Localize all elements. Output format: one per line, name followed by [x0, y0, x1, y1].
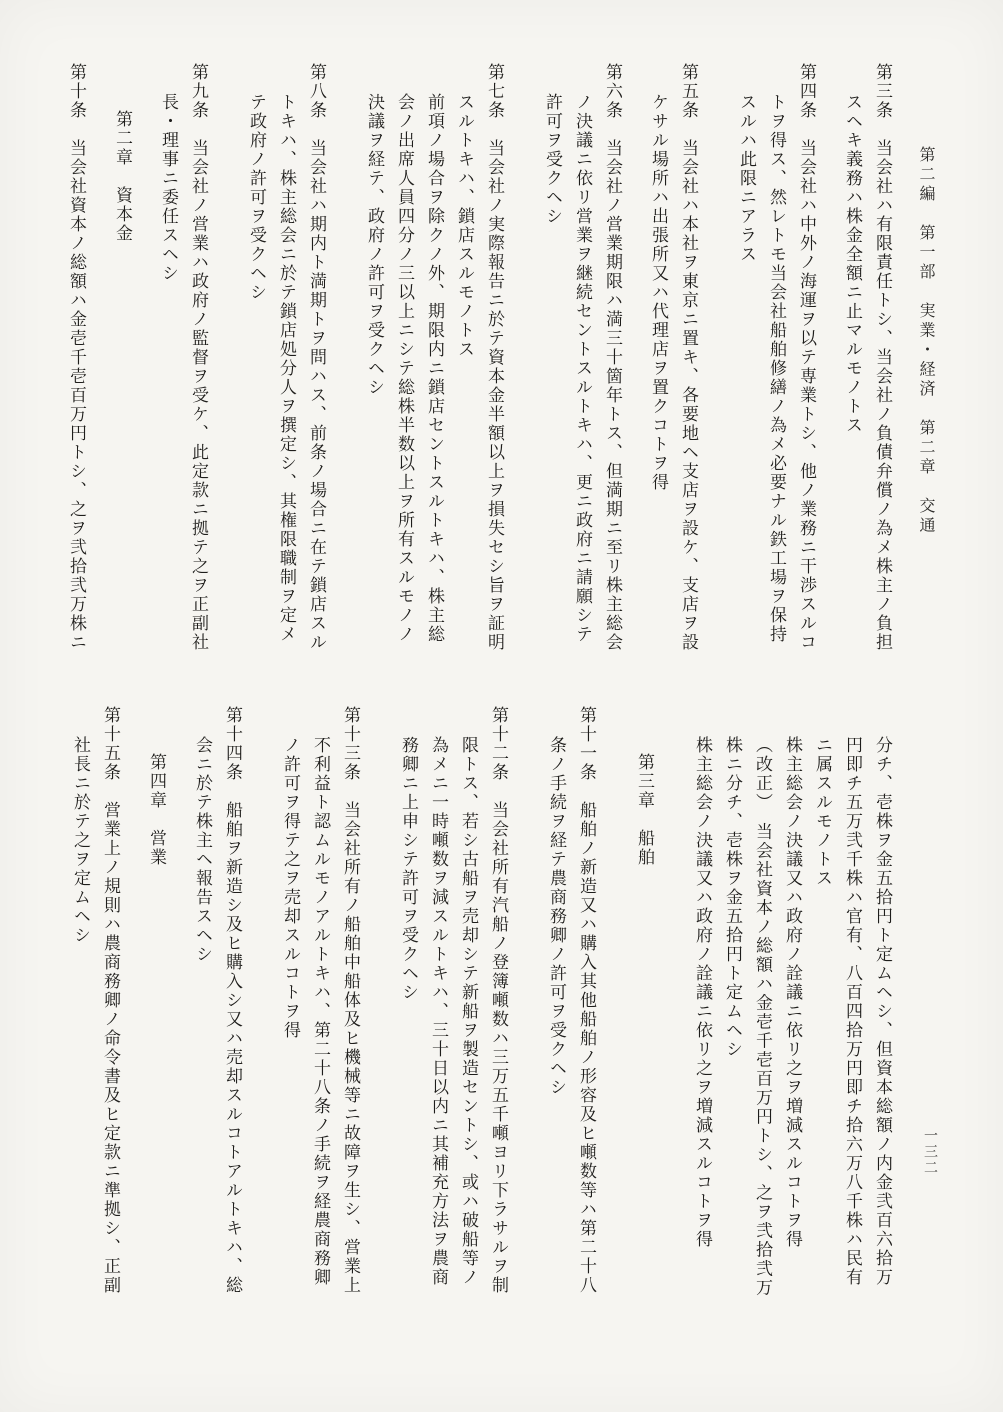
text-column: 第十五条 営業上ノ規則ハ農商務卿ノ命令書及ヒ定款ニ準拠シ、正副: [101, 706, 120, 1295]
text-column: ニ属スルモノトス: [813, 736, 832, 888]
text-column: テ政府ノ許可ヲ受クヘシ: [247, 93, 266, 302]
text-column: スルハ此限ニアラス: [737, 93, 756, 264]
text-column: 第十条 当会社資本ノ総額ハ金壱千壱百万円トシ、之ヲ弐拾弐万株ニ: [67, 63, 86, 652]
text-column: 円即チ五万弐千株ハ官有、八百四拾万円即チ拾六万八千株ハ民有: [843, 736, 862, 1287]
text-column: 第八条 当会社ハ期内ト満期トヲ問ハス、前条ノ場合ニ在テ鎖店スル: [307, 63, 326, 652]
text-column: 分チ、壱株ヲ金五拾円ト定ムヘシ、但資本総額ノ内金弐百六拾万: [873, 736, 892, 1287]
running-head: 第二編 第一部 実業・経済 第二章 交通: [917, 146, 934, 536]
text-column: 第四条 当会社ハ中外ノ海運ヲ以テ専業トシ、他ノ業務ニ干渉スルコ: [797, 63, 816, 652]
upper-text-block: [66, 63, 892, 728]
text-column: 不利益ト認ムルモノアルトキハ、第二十八条ノ手続ヲ経農商務卿: [311, 736, 330, 1287]
text-column: トキハ、株主総会ニ於テ鎖店処分人ヲ撰定シ、其権限職制ヲ定メ: [277, 93, 296, 644]
text-column: 第二章 資本金: [113, 110, 132, 243]
text-column: 第四章 営業: [147, 753, 166, 867]
text-column: 第六条 当会社ノ営業期限ハ満三十箇年トス、但満期ニ至リ株主総会: [603, 63, 622, 652]
text-column: 決議ヲ経テ、政府ノ許可ヲ受クヘシ: [365, 93, 384, 397]
text-column: 第五条 当会社ハ本社ヲ東京ニ置キ、各要地ヘ支店ヲ設ケ、支店ヲ設: [679, 63, 698, 652]
text-column: 第十二条 当会社所有汽船ノ登簿噸数ハ三万五千噸ヨリ下ラサルヲ制: [489, 706, 508, 1295]
text-column: 第十四条 船舶ヲ新造シ及ヒ購入シ又ハ売却スルコトアルトキハ、総: [223, 706, 242, 1295]
text-column: 条ノ手続ヲ経テ農商務卿ノ許可ヲ受クヘシ: [547, 736, 566, 1097]
text-column: ケサル場所ハ出張所又ハ代理店ヲ置クコトヲ得: [649, 93, 668, 492]
text-column: 株ニ分チ、壱株ヲ金五拾円ト定ムヘシ: [723, 736, 742, 1059]
text-column: 第三条 当会社ハ有限責任トシ、当会社ノ負債弁償ノ為メ株主ノ負担: [873, 63, 892, 652]
text-column: ノ許可ヲ得テ之ヲ売却スルコトヲ得: [281, 736, 300, 1040]
text-column: 株主総会ノ決議又ハ政府ノ詮議ニ依リ之ヲ増減スルコトヲ得: [693, 736, 712, 1249]
text-column: 限トス、若シ古船ヲ売却シテ新船ヲ製造セントシ、或ハ破船等ノ: [459, 736, 478, 1287]
text-column: 許可ヲ受クヘシ: [543, 93, 562, 226]
text-column: 第三章 船舶: [635, 753, 654, 867]
text-column: 第七条 当会社ノ実際報告ニ於テ資本金半額以上ヲ損失セシ旨ヲ証明: [485, 63, 504, 652]
text-column: 第九条 当会社ノ営業ハ政府ノ監督ヲ受ケ、此定款ニ拠テ之ヲ正副社: [189, 63, 208, 652]
text-column: 株主総会ノ決議又ハ政府ノ詮議ニ依リ之ヲ増減スルコトヲ得: [783, 736, 802, 1249]
text-column: 社長ニ於テ之ヲ定ムヘシ: [71, 736, 90, 945]
text-column: 務卿ニ上申シテ許可ヲ受クヘシ: [399, 736, 418, 1002]
text-column: スヘキ義務ハ株金全額ニ止マルモノトス: [843, 93, 862, 435]
page-number: 一三二: [922, 1128, 937, 1176]
text-column: 第十一条 船舶ノ新造又ハ購入其他船舶ノ形容及ヒ噸数等ハ第二十八: [577, 706, 596, 1295]
text-column: 会ニ於テ株主ヘ報告スヘシ: [193, 736, 212, 964]
text-column: ノ決議ニ依リ営業ヲ継続セントスルトキハ、更ニ政府ニ請願シテ: [573, 93, 592, 644]
text-column: 会ノ出席人員四分ノ三以上ニシテ総株半数以上ヲ所有スルモノノ: [395, 93, 414, 644]
text-column: 第十三条 当会社所有ノ船舶中船体及ヒ機械等ニ故障ヲ生シ、営業上: [341, 706, 360, 1295]
lower-text-block: [70, 706, 892, 1371]
text-column: トヲ得ス、然レトモ当会社船舶修繕ノ為メ必要ナル鉄工場ヲ保持: [767, 93, 786, 644]
text-column: （改正） 当会社資本ノ総額ハ金壱千壱百万円トシ、之ヲ弐拾弐万: [753, 736, 772, 1298]
text-column: スルトキハ、鎖店スルモノトス: [455, 93, 474, 359]
text-column: 為メニ一時噸数ヲ減スルトキハ、三十日以内ニ其補充方法ヲ農商: [429, 736, 448, 1287]
text-column: 長・理事ニ委任スヘシ: [159, 93, 178, 283]
text-column: 前項ノ場合ヲ除クノ外、期限内ニ鎖店セントスルトキハ、株主総: [425, 93, 444, 644]
